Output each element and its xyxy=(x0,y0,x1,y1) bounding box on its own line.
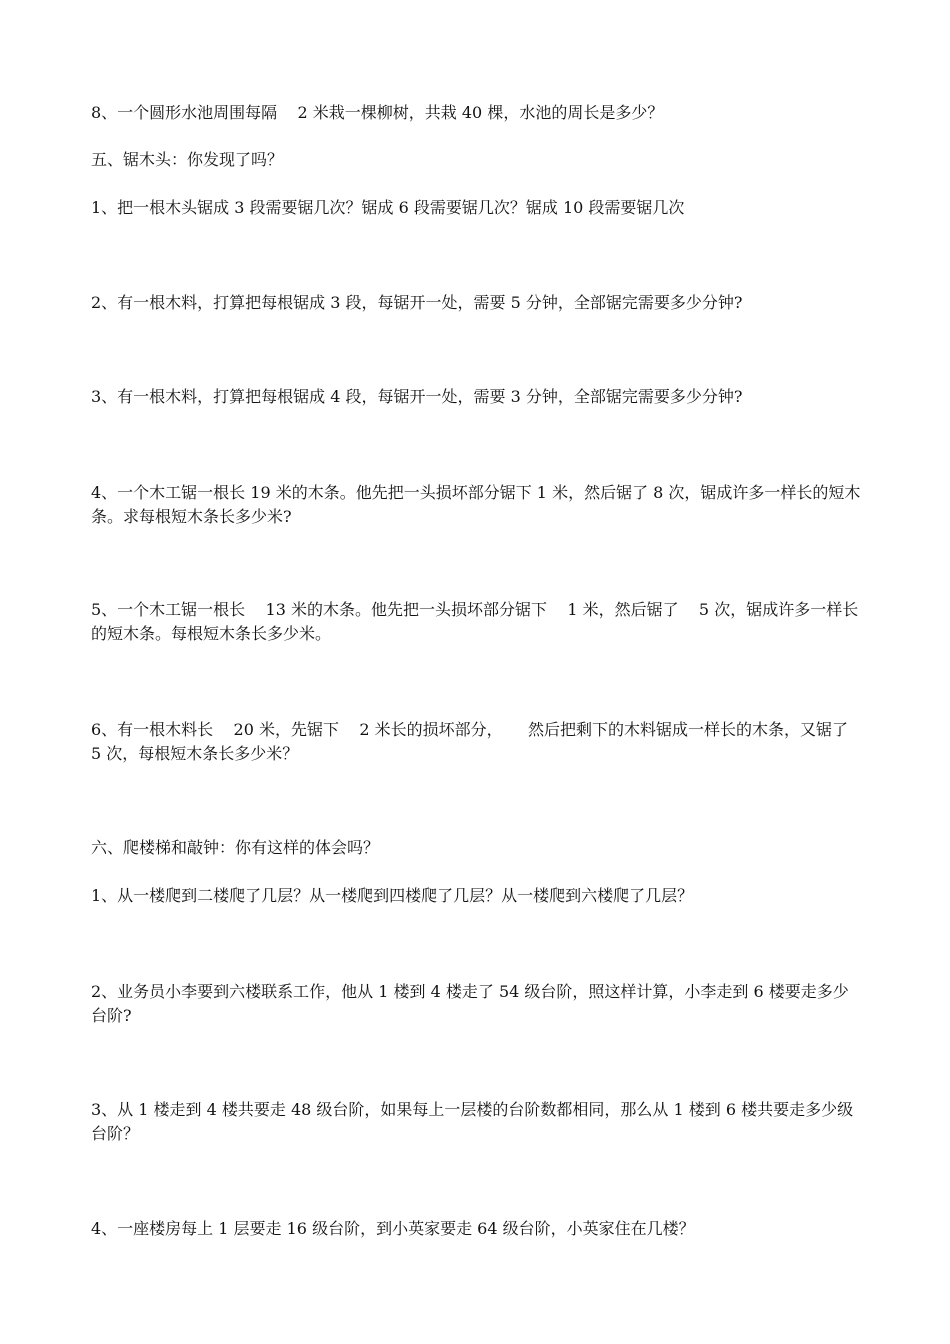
section-6-heading: 六、爬楼梯和敲钟：你有这样的体会吗？ xyxy=(91,838,380,857)
question-8: 8、一个圆形水池周围每隔 2 米栽一棵柳树，共栽 40 棵，水池的周长是多少？ xyxy=(91,103,664,122)
section-5-question-2: 2、有一根木料，打算把每根锯成 3 段，每锯开一处，需要 5 分钟，全部锯完需要多少分钟? xyxy=(91,293,743,312)
section-6-question-2: 2、业务员小李要到六楼联系工作，他从 1 楼到 4 楼走了 54 级台阶，照这样计算，小李走到 6 楼要走多少台阶? xyxy=(91,982,849,1025)
section-5-question-4: 4、一个木工锯一根长 19 米的木条。他先把一头损坏部分锯下 1 米，然后锯了 8 次，锯成许多一样长的短木条。求每根短木条长多少米? xyxy=(91,483,861,526)
section-5-question-5: 5、一个木工锯一根长 13 米的木条。他先把一头损坏部分锯下 1 米，然后锯了 5 次，锯成许多一样长的短木条。每根短木条长多少米。 xyxy=(91,600,859,643)
section-5-question-3: 3、有一根木料，打算把每根锯成 4 段，每锯开一处，需要 3 分钟，全部锯完需要多少分钟? xyxy=(91,387,743,406)
section-5-question-1: 1、把一根木头锯成 3 段需要锯几次？锯成 6 段需要锯几次？锯成 10 段需要锯几次 xyxy=(91,198,685,217)
section-6-question-4: 4、一座楼房每上 1 层要走 16 级台阶，到小英家要走 64 级台阶，小英家住在几楼？ xyxy=(91,1219,695,1238)
section-5-question-6: 6、有一根木料长 20 米，先锯下 2 米长的损坏部分， 然后把剩下的木料锯成一样长的木条，又锯了 5 次，每根短木条长多少米？ xyxy=(91,720,869,763)
section-5-heading: 五、锯木头：你发现了吗？ xyxy=(91,150,284,169)
section-6-question-3: 3、从 1 楼走到 4 楼共要走 48 级台阶，如果每上一层楼的台阶数都相同，那么从 1 楼到 6 楼共要走多少级台阶？ xyxy=(91,1100,854,1143)
section-6-question-1: 1、从一楼爬到二楼爬了几层？从一楼爬到四楼爬了几层？从一楼爬到六楼爬了几层？ xyxy=(91,886,694,905)
